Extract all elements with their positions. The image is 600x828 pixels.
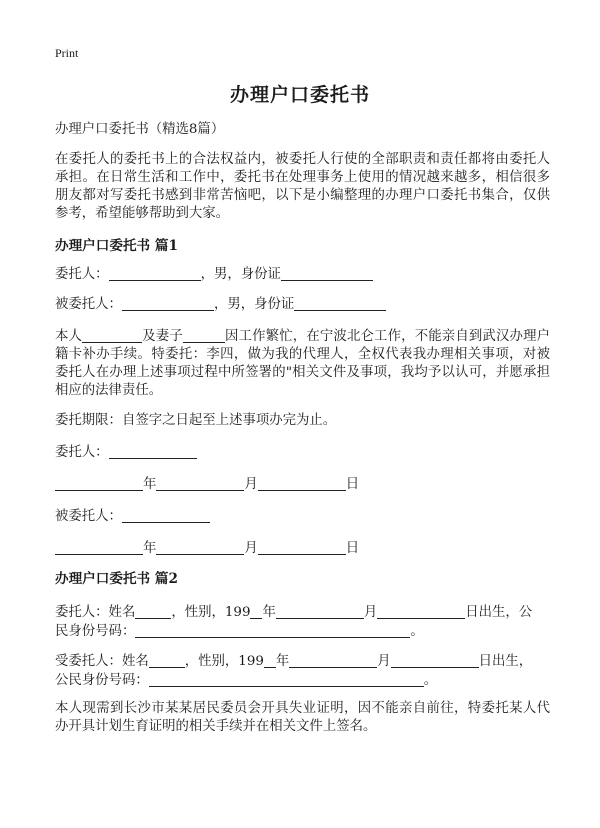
month-label: 月 [363, 605, 378, 620]
year-label: 年 [143, 541, 157, 556]
agent-line [55, 296, 386, 314]
principal-name-blank[interactable] [109, 266, 201, 281]
day-blank[interactable] [377, 604, 465, 619]
year-blank[interactable] [55, 540, 143, 555]
principal-name-blank[interactable] [135, 604, 171, 619]
year-label: 年 [275, 654, 290, 669]
section2-principal-paragraph [55, 603, 550, 641]
agent-id-blank[interactable] [294, 296, 386, 311]
section1-body [55, 328, 550, 400]
month-blank[interactable] [289, 653, 377, 668]
spouse-name-blank[interactable] [183, 328, 225, 343]
sign-agent-line [55, 508, 210, 526]
gender-year-label: ，性别，199 [171, 605, 251, 620]
principal-name-label: 委托人：姓名 [55, 605, 136, 620]
id-number-label: 公民身份号码： [55, 673, 149, 688]
self-name-blank[interactable] [82, 328, 142, 343]
period: 。 [410, 624, 424, 639]
agent-gender-id-label: ，男，身份证 [213, 297, 295, 312]
principal-label: 委托人： [55, 267, 109, 282]
agent-name-label: 受委托人：姓名 [55, 654, 149, 669]
gender-year-label: ，性别，199 [184, 654, 264, 669]
month-label: 月 [244, 477, 258, 492]
birth-label: 日出生，公 [465, 605, 533, 620]
body-text-3: 因工作繁忙，在宁波北仑工作，不能亲自到武汉办理户籍卡补办手续。特委托：李四，做为我的代理人，全权代表我办理相关事项，对被委托人在办理上述事项过程中所签署的"相关文件及事项，我均予以认可，并愿承担相应的法律责任。 [55, 329, 551, 398]
id-number-blank[interactable] [149, 672, 424, 687]
year-label: 年 [143, 477, 157, 492]
month-label: 月 [244, 541, 258, 556]
section2-agent-paragraph [55, 652, 550, 690]
document-subtitle: 办理户口委托书（精选8篇） [55, 122, 225, 137]
agent-name-blank[interactable] [149, 653, 185, 668]
month-label: 月 [377, 654, 391, 669]
year-blank[interactable] [264, 653, 276, 668]
day-label: 日 [345, 541, 360, 556]
sign-principal-line [55, 444, 197, 462]
month-blank[interactable] [156, 476, 244, 491]
year-label: 年 [262, 605, 276, 620]
intro-paragraph: 在委托人的委托书上的合法权益内，被委托人行使的全部职责和责任都将由委托人承担。在日常生活和工作中，委托书在处理事务上使用的情况越来越多，相信很多朋友都对写委托书感到非常苦恼吧，以下是小编整理的办理户口委托书集合，仅供参考，希望能够帮助到大家。 [55, 152, 550, 221]
agent-label: 被委托人： [55, 297, 122, 312]
sign-agent-blank[interactable] [122, 508, 210, 523]
body-text-1: 本人 [55, 329, 83, 344]
id-number-blank[interactable] [135, 623, 410, 638]
principal-line [55, 266, 373, 284]
period: 。 [423, 673, 438, 688]
body-text-2: 及妻子 [142, 329, 183, 344]
date-line-1 [55, 476, 359, 494]
section2-heading: 办理户口委托书 篇2 [55, 571, 178, 587]
principal-gender-id-label: ，男，身份证 [200, 267, 281, 282]
print-label[interactable]: Print [55, 46, 79, 60]
agent-name-blank[interactable] [122, 296, 214, 311]
sign-agent-label: 被委托人： [55, 509, 122, 524]
day-label: 日 [345, 477, 360, 492]
month-blank[interactable] [156, 540, 244, 555]
sign-principal-blank[interactable] [109, 444, 197, 459]
sign-principal-label: 委托人： [55, 445, 109, 460]
document-title: 办理户口委托书 [229, 84, 370, 106]
day-blank[interactable] [258, 540, 346, 555]
section2-body: 本人现需到长沙市某某居民委员会开具失业证明，因不能亲自前往，特委托某人代办开具计划生育证明的相关手续并在相关文件上签名。 [55, 701, 550, 734]
year-blank[interactable] [55, 476, 143, 491]
month-blank[interactable] [276, 604, 364, 619]
year-blank[interactable] [250, 604, 262, 619]
principal-id-blank[interactable] [281, 266, 373, 281]
date-line-2 [55, 540, 359, 558]
day-blank[interactable] [258, 476, 346, 491]
id-number-label: 民身份号码： [55, 624, 136, 639]
term-line: 委托期限：自签字之日起至上述事项办完为止。 [55, 413, 337, 428]
section1-heading: 办理户口委托书 篇1 [55, 238, 178, 254]
day-blank[interactable] [391, 653, 479, 668]
birth-label: 日出生， [478, 654, 533, 669]
